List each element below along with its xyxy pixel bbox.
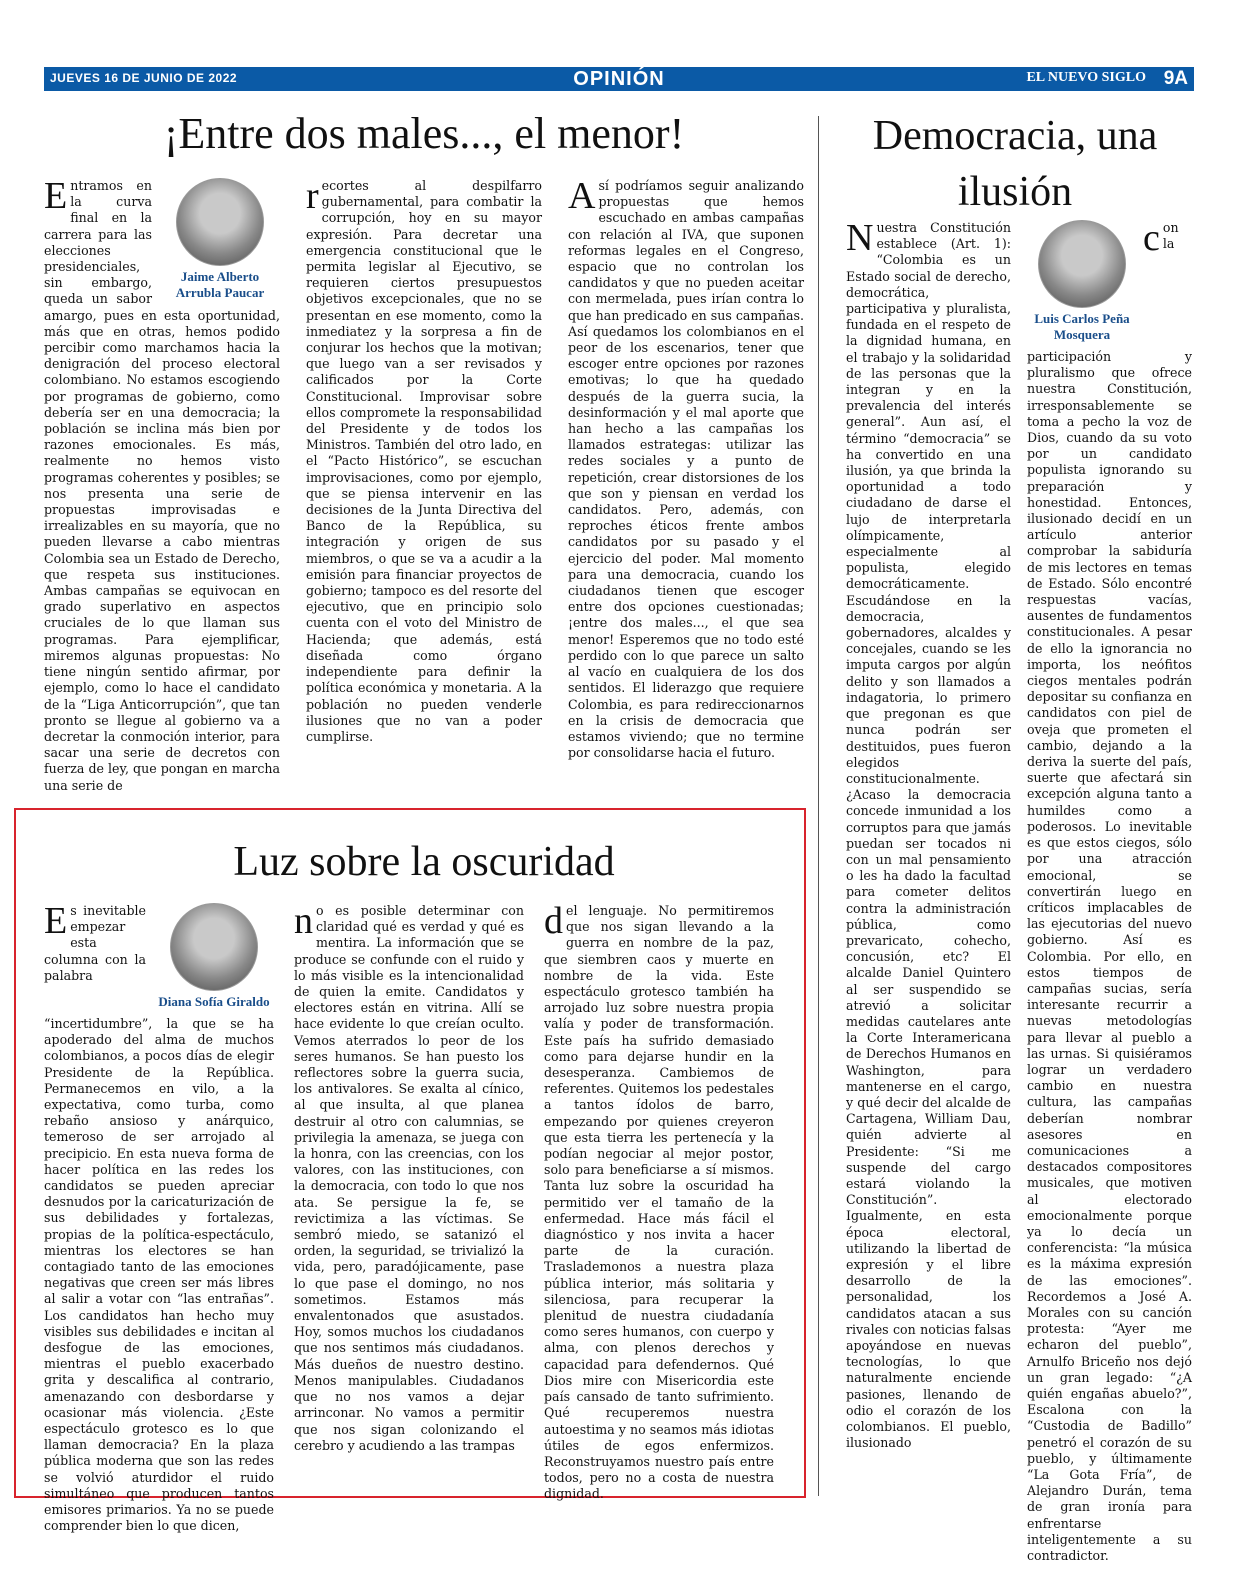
article2-text-1: Nuestra Constitución establece (Art. 1): “Colombia es un Estado social de derecho, democrática, participativa y pluralista, fundada en el respeto de la dignidad humana, en el trabajo y la solidaridad de las personas que la integran y en la prevalencia del interés general”. Aun así, el término “democracia” se ha convertido en una ilusión, ya que brinda la oportunidad a todo ciudadano de darse el lujo de interpretarla olímpicamente, especialmente al populista, elegido democráticamente. Escudándose en la democracia, gobernadores, alcaldes y concejales, cuando se les imputa cargos por algún delito y son llamados a indagatoria, lo primero que pregonan es que nunca podrán ser destituidos, pues fueron elegidos constitucionalmente. ¿Acaso la democracia concede inmunidad a los corruptos para que jamás puedan ser tocados ni con un mal pensamiento o les ha dado la facultad para cometer delitos contra la administración pública, como prevaricato, cohecho, concusión, etc? El alcalde Daniel Quintero al ser suspendido se atrevió a solicitar medidas cautelares ante la Corte Interamericana de Derechos Humanos en Washington, para mantenerse en el cargo, y qué decir del alcalde de Cartagena, William Dau, quién advierte al Presidente: “Si me suspende del cargo estará violando la Constitución”. Igualmente, en esta época electoral, utilizando la libertad de expresión y el libre desarrollo de la personalidad, los candidatos atacan a sus rivales con noticias falsas apoyándose en nuevas tecnologías, lo que naturalmente enciende pasiones, llenando de odio el corazón de los colombianos. El pueblo, ilusionado [846, 217, 1011, 1451]
article3-column-2 [294, 900, 524, 1485]
author-photo [1038, 220, 1126, 308]
author-name: Jaime Alberto Arrubla Paucar [175, 269, 265, 300]
article3-text-3: del lenguaje. No permitiremos que nos sigan llevando a la guerra en nombre de la paz, que siembren caos y muerte en nombre de la vida. Este espectáculo grotesco también ha arrojado luz sobre nuestra propia valía y poder de transformación. Este país ha sufrido demasiado como para dejarse hundir en la desesperanza. Cambiemos de referentes. Quitemos los pedestales a tantos ídolos de barro, empezando por quienes creyeron que esta tierra les pertenecía y la podían negociar al mejor postor, solo para beneficiarse a sí mismos. Tanta luz sobre la oscuridad ha permitido ver el tamaño de la enfermedad. Hace más fácil el diagnóstico y nos invita a hacer parte de la curación. Traslademonos a nuestra plaza pública interior, más solitaria y silenciosa, para recuperar la plenitud de nuestra ciudadanía como seres humanos, con cuerpo y alma, con plenos derechos y capacidad para defendernos. Qué Dios mire con Misericordia este país cansado de tanto sufrimiento. Qué recuperemos nuestra autoestima y no seamos más idiotas útiles de egos enfermizos. Reconstruyamos nuestro país entre todos, pero no a costa de nuestra dignidad. [544, 900, 774, 1502]
newspaper-name: EL NUEVO SIGLO [1026, 70, 1146, 85]
article3-text-1: Es inevitable empezar esta columna con la palabra “incertidumbre”, la que se ha apoderado del alma de muchos colombianos, a pocos días de elegir Presidente de la República. Permanecemos en vilo, a la expectativa, como turba, como rebaño ansioso y anárquico, temeroso de ser arrojado al precipicio. En esta nueva forma de hacer política en las redes los candidatos se pueden apreciar desnudos por la caricaturización de sus debilidades y fortalezas, propias de la política-espectáculo, mientras los electores se han contagiado tanto de las emociones negativas que creen ser más libres al salir a votar con “las entrañas”. Los candidatos han hecho muy visibles sus debilidades e incitan al desfogue de las emociones, mientras el pueblo exacerbado grita y descalifica al contrario, amenazando con desbordarse y ocasionar más violencia. ¿Este espectáculo grotesco es lo que llaman democracia? En la plaza pública moderna que son las redes se volvió aturdidor el ruido simultáneo que producen tantos emisores primarios. Ya no se puede comprender bien lo que dicen, [44, 900, 274, 1534]
author-name: Luis Carlos Peña Mosquera [1034, 311, 1130, 342]
author-photo [176, 178, 264, 266]
article2-column-1 [846, 217, 1011, 1490]
column-divider [818, 116, 819, 1496]
issue-date: JUEVES 16 DE JUNIO DE 2022 [50, 71, 238, 85]
author-box [160, 178, 280, 301]
article-title-3: Luz sobre la oscuridad [233, 839, 615, 885]
article2-column-2 [1027, 217, 1192, 1564]
article1-text-1: Entramos en la curva final en la carrera para las elecciones presidenciales, sin embargo, queda un sabor amargo, pues en esta oportunidad, más que en otras, hemos podido percibir como marchamos hacia la denigración del proceso electoral colombiano. No estamos escogiendo por programas de gobierno, como debería ser en una democracia; la población se inclina más bien por razones emocionales. Es más, realmente no hemos visto programas coherentes y posibles; se nos presenta una serie de propuestas improvisadas e irrealizables en su mayoría, que no pueden llevarse a cabo mientras Colombia sea un Estado de Derecho, que respeta sus instituciones. Ambas campañas se equivocan en grado superlativo en aspectos cruciales de lo que llaman sus programas. Para ejemplificar, miremos algunas propuestas: No tiene ningún sentido afirmar, por ejemplo, como lo hace el candidato de la “Liga Anticorrupción”, que tan pronto se llegue al gobierno va a decretar la conmoción interior, para sacar una serie de decretos con fuerza de ley, que pongan en marcha una serie de [44, 175, 280, 793]
article1-column-1 [44, 175, 280, 793]
article3-text-2: no es posible determinar con claridad qué es verdad y qué es mentira. La información que se produce se confunde con el ruido y lo más visible es la intencionalidad de quien la emite. Candidatos y electores están en vitrina. Allí se hace evidente lo que creían oculto. Vemos aterrados lo peor de los seres humanos. Se han puesto los reflectores sobre la guerra sucia, los antivalores. Se exalta al cínico, al que insulta, al que planea destruir al otro con calumnias, se privilegia la amenaza, se juega con la honra, con las creencias, con los valores, con las instituciones, con la democracia, con todo lo que nos ata. Se persigue la fe, se revictimiza a las víctimas. Se sembró miedo, se satanizó el orden, la seguridad, se trivializó la vida, pero, paradójicamente, pase lo que pase el domingo, no nos sometimos. Estamos más envalentonados que asustados. Hoy, somos muchos los ciudadanos que nos sentimos más ciudadanos. Más dueños de nuestro destino. Menos manipulables. Ciudadanos que no nos vamos a dejar arrinconar. No vamos a permitir que nos sigan colonizando el cerebro y acudiendo a las trampas [294, 900, 524, 1453]
article1-text-2: recortes al despilfarro gubernamental, para combatir la corrupción, hoy en su mayor expresión. Para decretar una emergencia constitucional que le permita legislar al Ejecutivo, se requieren ciertos presupuestos objetivos excepcionales, que no se presentan en ese momento, como la inmediatez y la sorpresa a fin de conjurar los hechos que la motivan; que luego van a ser revisados y calificados por la Corte Constitucional. Improvisar sobre ellos compromete la responsabilidad del Presidente y de todos los Ministros. También del otro lado, en el “Pacto Histórico”, se escuchan improvisaciones, como por ejemplo, que se piensa intervenir en las decisiones de la Junta Directiva del Banco de la República, su integración y origen de sus miembros, o que se va a acudir a la emisión para financiar proyectos de gobierno; tampoco es del resorte del ejecutivo, que en principio solo cuenta con el voto del Ministro de Hacienda; que además, está diseñada como órgano independiente para definir la política económica y monetaria. A la población no pueden venderle ilusiones que no van a poder cumplirse. [306, 175, 542, 744]
article-body-2 [846, 217, 1192, 1564]
page-number: 9A [1163, 68, 1188, 89]
article1-column-3 [568, 175, 804, 778]
article-title-1: ¡Entre dos males..., el menor! [163, 109, 685, 158]
author-box [154, 903, 274, 1010]
article3-column-3 [544, 900, 774, 1502]
article1-column-2 [306, 175, 542, 778]
article-title-2: Democracia, una ilusión [872, 113, 1158, 215]
article-body-3 [44, 900, 774, 1534]
article2-text-2: con la participación y pluralismo que ofrece nuestra Constitución, irresponsablemente se toma a pecho la voz de Dios, cuando da su voto por un candidato populista ignorando su preparación y honestidad. Entonces, ilusionado decidí en un artículo anterior comprobar la sabiduría de mis lectores en temas de Estado. Sólo encontré respuestas vacías, ausentes de fundamentos constitucionales. A pesar de ello la ignorancia no importa, los neófitos ciegos mentales podrán depositar su confianza en candidatos con piel de oveja que prometen el cambio, dejando a la deriva la suerte del país, suerte que afectará sin excepción alguna tanto a humildes como a poderosos. Lo inevitable es que estos ciegos, sólo por una atracción emocional, se convertirán luego en críticos implacables de las ejecutorias del nuevo gobierno. Así es Colombia. Por ello, en estos tiempos de campañas sucias, sería interesante recurrir a nuevas metodologías para llevar al pueblo a las urnas. Si quisiéramos lograr un verdadero cambio en nuestra cultura, las campañas deberían nombrar asesores en comunicaciones a destacados compositores musicales, que motiven al electorado emocionalmente porque ya lo decía un conferencista: “la música es la máxima expresión de las emociones”. Recordemos a José A. Morales con su canción protesta: “Ayer me echaron del pueblo”, Arnulfo Briceño nos dejó un gran legado: “¿A quién engañas abuelo?”, Escalona con la “Custodia de Badillo” penetró el corazón de su pueblo, y últimamente “La Gota Fría”, de Alejandro Durán, tema de gran ironía para enfrentarse inteligentemente a su contradictor. [1027, 217, 1192, 1564]
author-box [1027, 220, 1137, 343]
article1-text-3: Así podríamos seguir analizando propuestas que hemos escuchado en ambas campañas con relación al IVA, que suponen reformas legales en el Congreso, espacio que no controlan los candidatos y que no pueden aceitar con mermelada, pues irían contra lo que han predicado en sus campañas. Así quedamos los colombianos en el peor de los escenarios, tener que escoger entre opciones por razones emotivas; lo que ha quedado después de la guerra sucia, la desinformación y el mal aporte que han hecho a las campañas los llamados estrategas: utilizar las redes sociales y a punto de repetición, crear distorsiones de los que son y piensan en verdad los candidatos. Pero, además, con reproches éticos frente ambos candidatos por su pasado y el ejercicio del poder. Mal momento para una democracia, cuando los ciudadanos tienen que escoger entre dos opciones cuestionadas; ¡entre dos males..., el que sea menor! Esperemos que no todo esté perdido con lo que parece un salto al vacío en cualquiera de los dos sentidos. El liderazgo que requiere Colombia, es para redireccionarnos en la crisis de democracia que estamos viviendo; que no termine por consolidarse hacia el futuro. [568, 175, 804, 761]
page-header [44, 67, 1194, 91]
section-title: OPINIÓN [573, 68, 665, 90]
author-name: Diana Sofía Giraldo [158, 994, 270, 1009]
article3-column-1 [44, 900, 274, 1534]
author-photo [170, 903, 258, 991]
article-body-1 [44, 175, 804, 793]
